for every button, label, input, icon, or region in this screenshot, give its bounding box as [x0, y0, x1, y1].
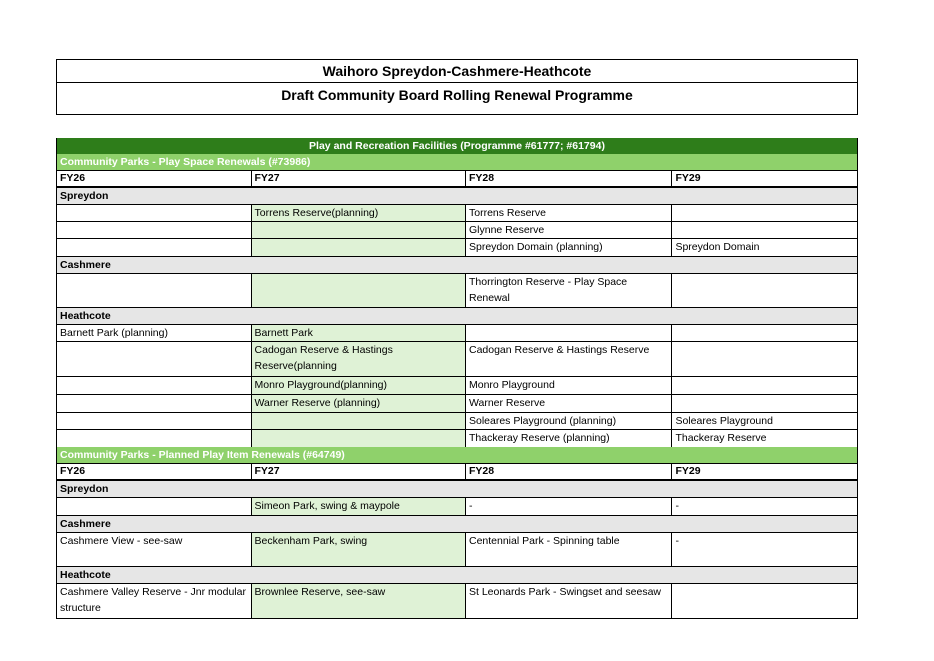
- table-cell: [57, 498, 252, 515]
- table-cell: Torrens Reserve: [466, 205, 672, 221]
- table-cell: [672, 395, 857, 412]
- table-cell: Thorrington Reserve - Play Space Renewal: [466, 274, 672, 307]
- region-heading: Heathcote: [56, 566, 858, 583]
- table-cell: -: [675, 535, 679, 547]
- table-cell: -: [466, 498, 672, 515]
- table-row: [56, 376, 858, 394]
- renewal-programme-table: [56, 59, 858, 619]
- column-header: FY28: [466, 171, 672, 186]
- table-cell: Spreydon Domain: [675, 241, 760, 253]
- table-cell: Cadogan Reserve & Hastings Reserve: [466, 342, 672, 376]
- table-row: [56, 324, 858, 341]
- column-header: FY27: [252, 464, 466, 479]
- section-heading: Community Parks - Play Space Renewals (#73986): [56, 154, 858, 170]
- column-header: FY29: [675, 172, 701, 184]
- table-cell: [672, 205, 857, 221]
- region-heading: Heathcote: [56, 307, 858, 324]
- region-heading: Cashmere: [56, 515, 858, 532]
- table-cell: Cadogan Reserve & Hastings Reserve(planning: [252, 342, 466, 376]
- table-cell: [252, 222, 466, 238]
- table-cell: [672, 342, 857, 376]
- document-subtitle: Draft Community Board Rolling Renewal Programme: [56, 82, 858, 115]
- table-cell: [252, 274, 466, 307]
- table-cell: [57, 274, 252, 307]
- table-cell: Monro Playground(planning): [252, 377, 466, 394]
- region-heading: Cashmere: [56, 256, 858, 273]
- table-cell: Torrens Reserve(planning): [252, 205, 466, 221]
- table-row: [56, 341, 858, 376]
- table-cell: [252, 413, 466, 429]
- table-cell: Warner Reserve (planning): [252, 395, 466, 412]
- table-cell: [57, 205, 252, 221]
- table-cell: Beckenham Park, swing: [252, 533, 466, 566]
- table-cell: [57, 342, 252, 376]
- table-cell: Glynne Reserve: [466, 222, 672, 238]
- table-cell: [672, 584, 857, 618]
- column-header: FY29: [675, 465, 701, 477]
- table-row: [56, 583, 858, 619]
- table-row: [56, 394, 858, 412]
- column-header: FY26: [57, 171, 252, 186]
- table-row: [56, 238, 858, 256]
- column-header-row: [56, 170, 858, 187]
- sections-container: [56, 154, 858, 619]
- table-row: [56, 412, 858, 429]
- table-cell: Cashmere Valley Reserve - Jnr modular structure: [57, 584, 252, 618]
- table-cell: [57, 377, 252, 394]
- table-cell: -: [675, 500, 679, 512]
- table-cell: [252, 430, 466, 447]
- table-cell: [672, 325, 857, 341]
- column-header: FY27: [252, 171, 466, 186]
- column-header-row: [56, 463, 858, 480]
- table-cell: Barnett Park (planning): [57, 325, 252, 341]
- table-cell: Monro Playground: [466, 377, 672, 394]
- table-cell: [466, 325, 672, 341]
- column-header: FY28: [466, 464, 672, 479]
- table-row: [56, 429, 858, 447]
- table-cell: Thackeray Reserve (planning): [466, 430, 672, 447]
- table-cell: [672, 377, 857, 394]
- table-cell: Brownlee Reserve, see-saw: [252, 584, 466, 618]
- table-cell: [57, 430, 252, 447]
- table-cell: Soleares Playground: [675, 415, 773, 427]
- region-heading: Spreydon: [56, 480, 858, 497]
- table-cell: [57, 395, 252, 412]
- table-cell: Barnett Park: [252, 325, 466, 341]
- document-title: Waihoro Spreydon-Cashmere-Heathcote: [56, 59, 858, 82]
- table-row: [56, 273, 858, 307]
- table-cell: Cashmere View - see-saw: [57, 533, 252, 566]
- section-heading: Community Parks - Planned Play Item Renewals (#64749): [56, 447, 858, 463]
- region-heading: Spreydon: [56, 187, 858, 204]
- table-cell: Centennial Park - Spinning table: [466, 533, 672, 566]
- table-cell: [252, 239, 466, 256]
- table-cell: [57, 239, 252, 256]
- column-header: FY26: [57, 464, 252, 479]
- table-cell: St Leonards Park - Swingset and seesaw: [466, 584, 672, 618]
- table-cell: Thackeray Reserve: [675, 432, 767, 444]
- table-row: [56, 204, 858, 221]
- table-row: [56, 221, 858, 238]
- table-cell: [672, 274, 857, 307]
- programme-heading: Play and Recreation Facilities (Programme #61777; #61794): [56, 138, 858, 154]
- table-cell: [672, 222, 857, 238]
- table-cell: Warner Reserve: [466, 395, 672, 412]
- table-row: [56, 497, 858, 515]
- table-cell: Spreydon Domain (planning): [466, 239, 672, 256]
- table-row: [56, 532, 858, 566]
- table-cell: [57, 222, 252, 238]
- table-cell: [57, 413, 252, 429]
- table-cell: Simeon Park, swing & maypole: [252, 498, 466, 515]
- table-cell: Soleares Playground (planning): [466, 413, 672, 429]
